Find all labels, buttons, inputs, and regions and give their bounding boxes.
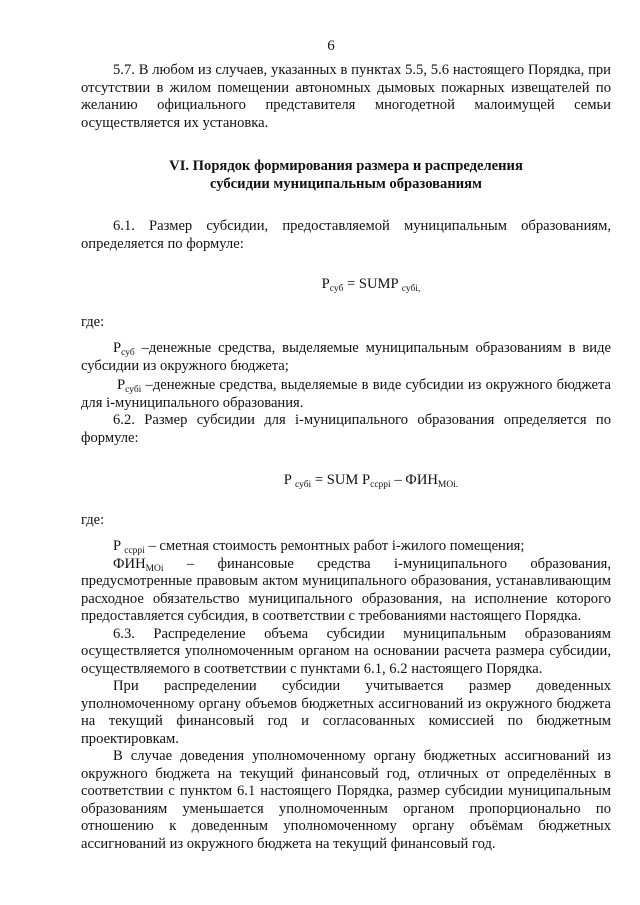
formula1-rhs-sub: субі,	[401, 284, 421, 294]
section-heading	[81, 158, 611, 193]
definition-fin-mo	[81, 556, 611, 626]
paragraph-6-1: 6.1. Размер субсидии, предоставляемой муниципальным образованиям, определяется по формуле:	[81, 218, 611, 252]
definition-p-ccrr	[81, 538, 611, 556]
def-fin-symbol: ФИН	[113, 555, 146, 572]
def-p-ccrr-text: – сметная стоимость ремонтных работ і-жилого помещения;	[144, 538, 525, 554]
where-label-2: где:	[81, 511, 105, 528]
def-p-ccrr-symbol: P	[113, 538, 125, 554]
def-p-sub-subscript: суб	[121, 348, 135, 358]
def-p-subi-symbol: P	[117, 377, 126, 393]
formula1-lhs-sub: суб	[329, 284, 344, 294]
paragraph-6-3: 6.3. Распределение объема субсидии муниципальным образованиям осуществляется уполномоченным органом на основании расчета размера субсидии, осуществляемого в соответствии с пунктами 6.1, 6.2 настоящего Порядка.	[81, 625, 611, 677]
where-label-1: где:	[81, 313, 105, 330]
formula2-b-sub: ссррі	[370, 480, 391, 490]
paragraph-5-7: 5.7. В любом из случаев, указанных в пунктах 5.5, 5.6 настоящего Порядка, при отсутствии в жилом помещении автономных дымовых пожарных извещателей по желанию официального представителя многодетной малоимущей семьи осуществляется их установка.	[81, 62, 611, 131]
formula2-c: – ФИН	[390, 472, 438, 488]
def-fin-subscript: MOi	[145, 563, 164, 574]
def-p-subi-subscript: субі	[125, 385, 142, 395]
def-p-subi-text: –денежные средства, выделяемые в виде субсидии из окружного бюджета для і-муниципального образования.	[81, 377, 611, 411]
section-heading-line-2: субсидии муниципальным образованиям	[210, 175, 482, 192]
paragraph-6-2: 6.2. Размер субсидии для і-муниципального образования определяется по формуле:	[81, 412, 611, 446]
section-heading-line-1: VI. Порядок формирования размера и распределения	[169, 158, 523, 174]
page-number: 6	[327, 38, 335, 54]
formula2-b: = SUM P	[311, 472, 371, 488]
def-p-sub-symbol: P	[113, 340, 122, 356]
definition-p-sub	[81, 340, 611, 375]
def-fin-text: – финансовые средства і-муниципального образования, предусмотренные правовым актом муниципального образования, устанавливающим расходное обязательство муниципального образования, на исполнение которого предоставляется субсидия, в соответствии с требованиями настоящего Порядка.	[81, 555, 611, 624]
formula2-c-sub: MOi.	[437, 480, 459, 490]
paragraph-distribution: При распределении субсидии учитывается размер доведенных уполномоченному органу объемов бюджетных ассигнований из окружного бюджета на текущий финансовый год и согласованных комиссией по бюджетным проектировкам.	[81, 678, 611, 747]
document-body	[81, 62, 611, 853]
formula2-a-sub: субі	[294, 480, 312, 490]
formula1-lhs: P	[321, 276, 330, 292]
formula-municipal-subsidy	[81, 472, 611, 490]
definition-p-subi	[81, 377, 611, 412]
def-p-ccrr-subscript: ссррі	[124, 546, 145, 556]
def-p-sub-text: –денежные средства, выделяемые муниципальным образованиям в виде субсидии из окружного бюджета;	[81, 340, 611, 374]
formula2-a: P	[283, 472, 295, 488]
paragraph-case: В случае доведения уполномоченному органу бюджетных ассигнований из окружного бюджета на текущий финансовый год, отличных от определённых в соответствии с пунктом 6.1 настоящего Порядка, размер субсидии муниципальным образованиям уменьшается уполномоченным органом пропорционально по отношению к доведенным уполномоченному органу объёмам бюджетных ассигнований из окружного бюджета на текущий финансовый год.	[81, 748, 611, 852]
formula-total-subsidy	[81, 276, 611, 294]
formula1-mid: = SUMP	[343, 276, 402, 292]
